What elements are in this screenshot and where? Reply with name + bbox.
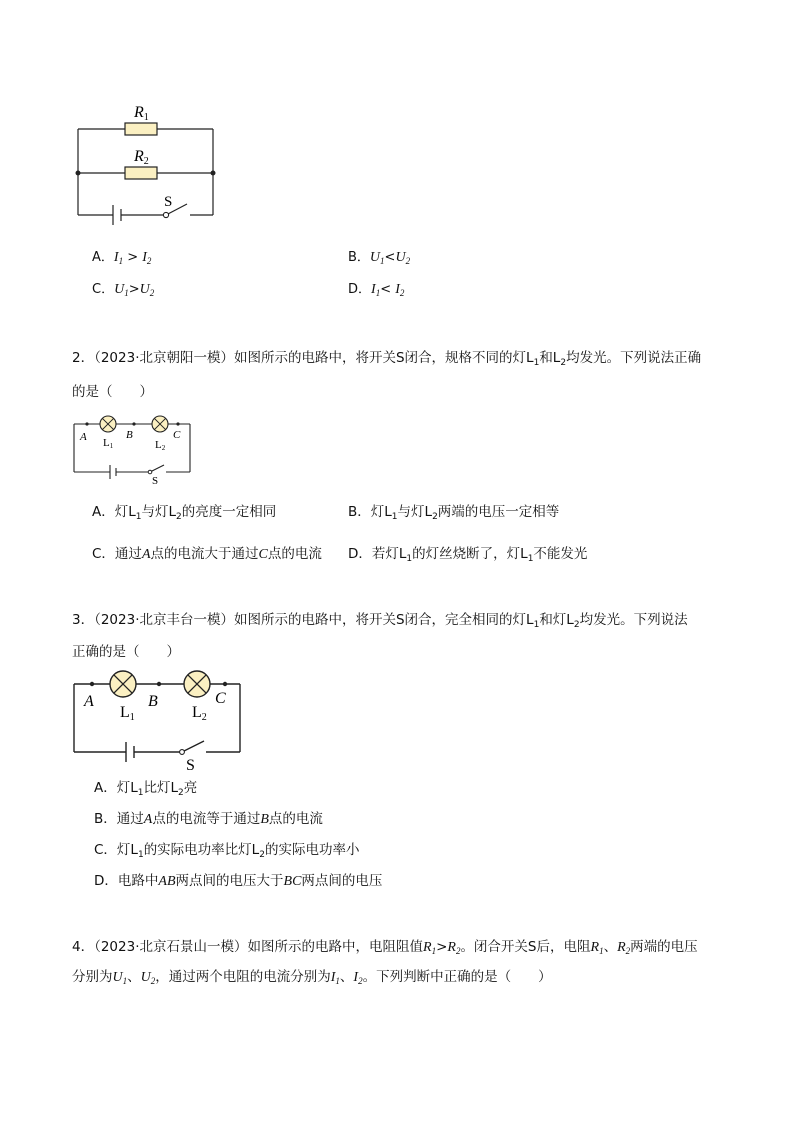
label-lamp-l1: L1 — [120, 704, 135, 723]
lamp-l2 — [152, 416, 168, 432]
label-lamp-l2: L2 — [155, 439, 166, 452]
label-r1: R1 — [134, 104, 149, 123]
label-point-a: A — [84, 693, 94, 710]
q2-option-b[interactable]: B．灯$L_1$与灯$L_2$两端的电压一定相等 — [348, 504, 560, 522]
label-point-c: C — [173, 429, 181, 441]
label-point-c: C — [215, 690, 226, 707]
q4-stem-line1: 4．（2023·北京石景山一模）如图所示的电路中，电阻阻值$R_1>R_2$。闭合开关S后，电阻$R_1$、$R_2$两端的电压 — [72, 939, 698, 956]
q3-stem-line2: 正确的是（ ） — [72, 644, 180, 660]
circuit-diagram-q3-series-lamps — [68, 666, 248, 774]
q1-option-b[interactable]: B．$U_1<U_2$ — [348, 250, 411, 266]
q2-option-d[interactable]: D．若灯$L_1$的灯丝烧断了，灯$L_1$不能发光 — [348, 546, 588, 564]
label-lamp-l1: L1 — [103, 437, 114, 450]
lamp-l2 — [184, 671, 210, 697]
circuit-diagram-q2-series-lamps — [68, 410, 198, 486]
lamp-l1 — [100, 416, 116, 432]
label-switch-s: S — [152, 475, 159, 486]
resistor-r1 — [125, 123, 157, 135]
q2-stem-line2: 的是（ ） — [72, 384, 153, 400]
q3-option-a[interactable]: A．灯$L_1$比灯$L_2$亮 — [94, 780, 198, 798]
q2-option-a[interactable]: A．灯$L_1$与灯$L_2$的亮度一定相同 — [92, 504, 277, 522]
q1-option-c[interactable]: C．$U_1>U_2$ — [92, 282, 155, 298]
q1-option-d[interactable]: D．$I_1< I_2$ — [348, 282, 405, 298]
q3-option-c[interactable]: C．灯$L_1$的实际电功率比灯$L_2$的实际电功率小 — [94, 842, 360, 860]
resistor-r2 — [125, 167, 157, 179]
lamp-l1 — [110, 671, 136, 697]
label-switch-s: S — [164, 194, 173, 210]
label-r2: R2 — [134, 148, 149, 167]
circuit-diagram-parallel-resistors — [70, 95, 230, 227]
q4-stem-line2: 分别为$U_1$、$U_2$，通过两个电阻的电流分别为$I_1$、$I_2$。下列判断中正确的是（ ） — [72, 969, 552, 986]
label-point-b: B — [148, 693, 158, 710]
label-point-a: A — [80, 431, 87, 443]
q1-option-a[interactable]: A．$I_1 > I_2$ — [92, 250, 152, 266]
q3-option-d[interactable]: D．电路中AB两点间的电压大于BC两点间的电压 — [94, 873, 383, 889]
label-point-b: B — [126, 429, 133, 441]
q3-option-b[interactable]: B．通过A点的电流等于通过B点的电流 — [94, 811, 323, 827]
q2-stem-line1: 2．（2023·北京朝阳一模）如图所示的电路中，将开关S闭合，规格不同的灯$L_1$和$L_2$均发光。下列说法正确 — [72, 350, 702, 368]
q3-stem-line1: 3．（2023·北京丰台一模）如图所示的电路中，将开关S闭合，完全相同的灯$L_1$和灯$L_2$均发光。下列说法 — [72, 612, 688, 630]
q2-option-c[interactable]: C．通过A点的电流大于通过C点的电流 — [92, 546, 322, 562]
label-lamp-l2: L2 — [192, 704, 207, 723]
label-switch-s: S — [186, 757, 195, 774]
